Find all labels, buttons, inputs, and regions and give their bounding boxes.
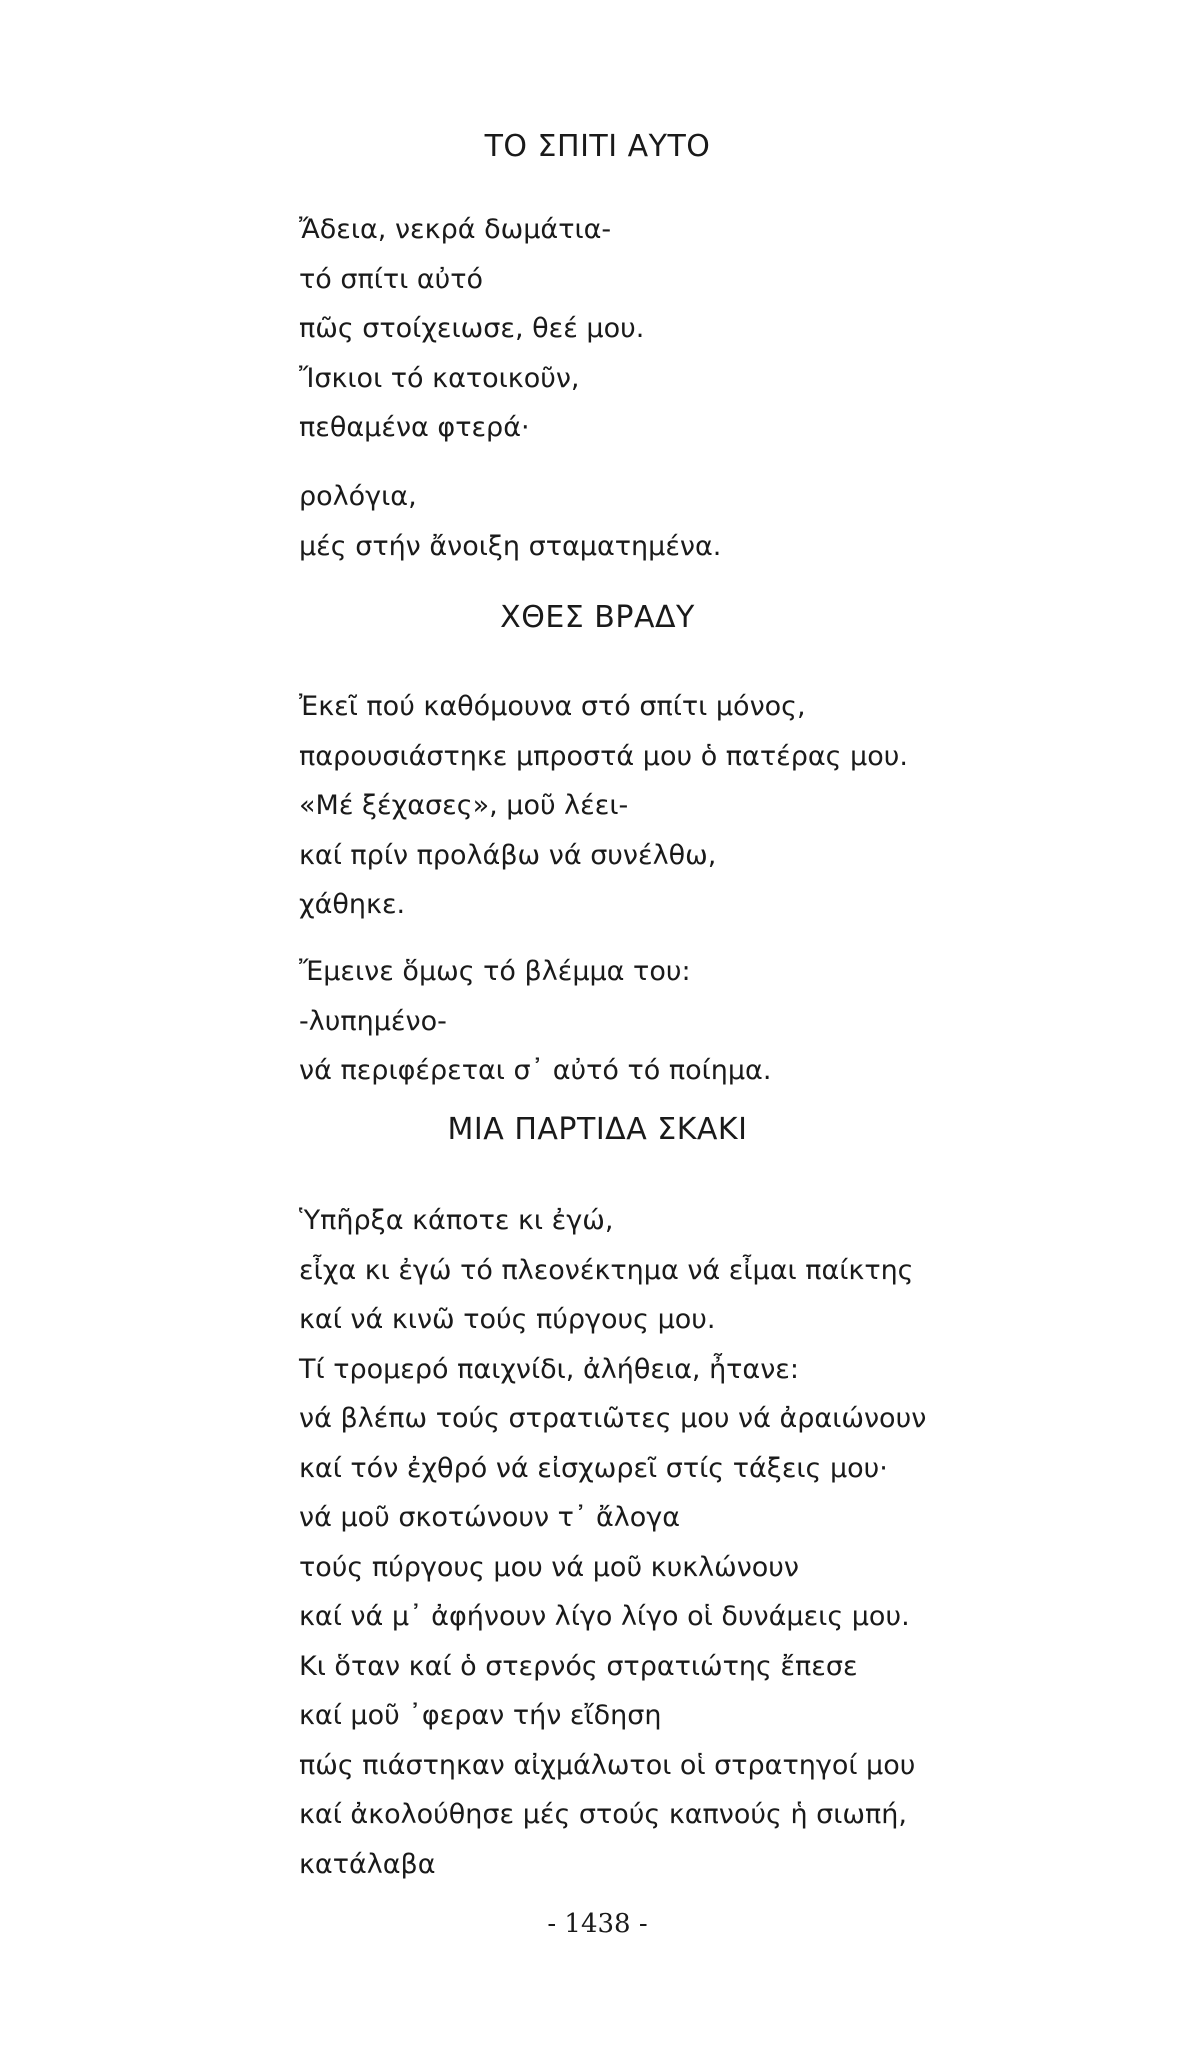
poem-line: τούς πύργους μου νά μοῦ κυκλώνουν — [299, 1551, 800, 1583]
poem-line: -λυπημένο- — [299, 1005, 447, 1037]
poem-line: πώς πιάστηκαν αἰχμάλωτοι οἱ στρατηγοί μου — [299, 1749, 916, 1781]
stanza — [299, 205, 1159, 453]
stanza — [299, 947, 1159, 1096]
poem-line: καί νά μ᾽ ἀφήνουν λίγο λίγο οἱ δυνάμεις μου. — [299, 1601, 910, 1632]
poem-line: πῶς στοίχειωσε, θεέ μου. — [299, 313, 645, 344]
poem-line: Ὑπῆρξα κάποτε κι ἐγώ, — [299, 1205, 614, 1236]
stanza — [299, 472, 1159, 571]
poem-title: ΧΘΕΣ ΒΡΑΔΥ — [500, 600, 695, 635]
poem-line: καί νά κινῶ τούς πύργους μου. — [299, 1304, 716, 1335]
poem-line: τό σπίτι αὐτό — [299, 263, 484, 295]
stanza — [299, 682, 1159, 930]
poem-line: χάθηκε. — [299, 889, 406, 920]
poem-line: πεθαμένα φτερά· — [299, 412, 530, 443]
page-number: - 1438 - — [547, 1909, 648, 1939]
poem-line: κατάλαβα — [299, 1848, 436, 1880]
poem-line: Ἄδεια, νεκρά δωμάτια- — [299, 214, 612, 245]
poem-line: Τί τρομερό παιχνίδι, ἀλήθεια, ἦτανε: — [299, 1353, 800, 1385]
poem-line: νά μοῦ σκοτώνουν τ᾽ ἄλογα — [299, 1502, 681, 1533]
poem-line: καί μοῦ ᾽φεραν τήν εἴδηση — [299, 1700, 662, 1731]
poem-line: νά βλέπω τούς στρατιῶτες μου νά ἀραιώνουν — [299, 1403, 927, 1434]
poem-line: καί πρίν προλάβω νά συνέλθω, — [299, 839, 717, 871]
poem-line: παρουσιάστηκε μπροστά μου ὁ πατέρας μου. — [299, 740, 908, 772]
poem-line: Ἴσκιοι τό κατοικοῦν, — [299, 362, 580, 394]
stanza — [299, 1196, 1159, 1889]
poem-line: καί τόν ἐχθρό νά εἰσχωρεῖ στίς τάξεις μου· — [299, 1452, 888, 1484]
poem-line: εἶχα κι ἐγώ τό πλεονέκτημα νά εἶμαι παίκτης — [299, 1254, 914, 1286]
poem-line: Κι ὅταν καί ὁ στερνός στρατιώτης ἔπεσε — [299, 1650, 858, 1682]
poem-line: Ἐκεῖ πού καθόμουνα στό σπίτι μόνος, — [299, 691, 806, 722]
poem-line: «Μέ ξέχασες», μοῦ λέει- — [299, 790, 629, 821]
poem-title: ΤΟ ΣΠΙΤΙ ΑΥΤΟ — [484, 129, 711, 164]
poem-line: Ἔμεινε ὅμως τό βλέμμα του: — [299, 956, 691, 987]
poem-line: καί ἀκολούθησε μές στούς καπνούς ἡ σιωπή, — [299, 1799, 907, 1830]
poem-line: νά περιφέρεται σ᾽ αὐτό τό ποίημα. — [299, 1055, 772, 1086]
poem-title: ΜΙΑ ΠΑΡΤΙΔΑ ΣΚΑΚΙ — [447, 1112, 748, 1147]
poem-line: μές στήν ἄνοιξη σταματημένα. — [299, 530, 722, 562]
poem-line: ρολόγια, — [299, 481, 417, 512]
